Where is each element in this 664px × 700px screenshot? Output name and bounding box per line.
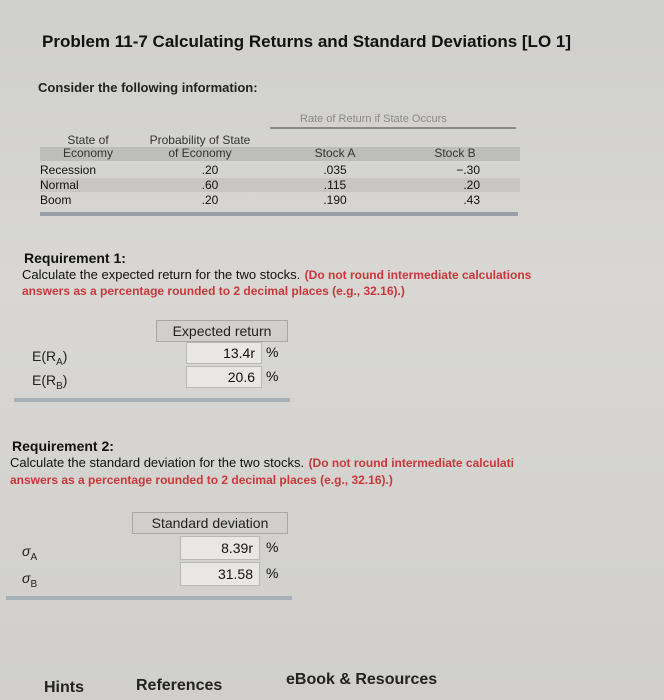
rate-of-return-header: Rate of Return if State Occurs: [300, 113, 447, 125]
label-e-rb: [32, 372, 67, 392]
req1-instruction: [22, 266, 664, 284]
req2-red-note: (Do not round intermediate calculati: [308, 456, 514, 470]
sigma-b-text: σ: [22, 570, 31, 586]
row-recession-b: −.30: [456, 163, 480, 177]
req2-divider: [6, 596, 292, 600]
references-tab[interactable]: References: [136, 677, 223, 694]
sigma-a-text: σ: [22, 543, 31, 559]
std-dev-a-input[interactable]: 8.39r: [180, 536, 260, 560]
returns-table: [0, 0, 664, 230]
req1-text: Calculate the expected return for the two stocks.: [22, 267, 301, 282]
req2-red-note-2: answers as a percentage rounded to 2 decimal places (e.g., 32.16).): [10, 473, 393, 487]
row-recession-prob: .20: [201, 163, 219, 177]
label-sigma-b: [22, 570, 37, 590]
col-state-line2: Economy: [62, 146, 114, 160]
req1-heading: Requirement 1:: [24, 250, 126, 266]
col-prob-line1: Probability of State: [149, 133, 251, 147]
pct-b: %: [266, 368, 279, 384]
pct-sd-a: %: [266, 539, 279, 555]
row-normal-state: Normal: [40, 178, 79, 192]
req1-divider: [14, 398, 290, 402]
row-normal-prob: .60: [201, 178, 219, 192]
sigma-a-sub: A: [30, 551, 38, 563]
req2-text: Calculate the standard deviation for the two stocks.: [10, 455, 305, 470]
col-prob-header: [135, 134, 265, 160]
row-normal-b: .20: [463, 178, 480, 192]
pct-a: %: [266, 344, 279, 360]
col-state-line1: State of: [67, 133, 109, 147]
expected-return-a-input[interactable]: 13.4r: [186, 342, 262, 364]
row-boom-prob: .20: [201, 193, 219, 207]
col-stock-a-header: Stock A: [314, 146, 356, 160]
req2-heading: Requirement 2:: [12, 438, 114, 454]
hints-tab[interactable]: Hints: [44, 679, 84, 696]
col-state-header: [48, 134, 128, 160]
col-stock-b-header: Stock B: [434, 146, 476, 160]
std-dev-b-input[interactable]: 31.58: [180, 562, 260, 586]
req1-red-note: (Do not round intermediate calculations: [304, 268, 532, 282]
problem-title: Problem 11-7 Calculating Returns and Standard Deviations [LO 1]: [42, 32, 572, 51]
col-prob-line2: of Economy: [168, 146, 232, 160]
req1-red-note-2: answers as a percentage rounded to 2 decimal places (e.g., 32.16).): [22, 284, 405, 298]
table-bottom-rule: [40, 212, 518, 216]
expected-return-header: Expected return: [156, 320, 288, 342]
expected-return-b-input[interactable]: 20.6: [186, 366, 262, 388]
row-boom-state: Boom: [40, 193, 72, 207]
e-ra-sub: A: [56, 356, 63, 368]
e-rb-sub: B: [56, 380, 63, 392]
row-recession-state: Recession: [40, 163, 97, 177]
row-normal-a: .115: [323, 178, 347, 192]
req2-instruction: [10, 454, 664, 472]
info-subtitle: Consider the following information:: [38, 80, 258, 95]
std-dev-header: Standard deviation: [132, 512, 288, 534]
e-ra-close: ): [62, 348, 68, 364]
label-e-ra: [32, 348, 67, 368]
e-ra-text: E(R: [32, 348, 57, 364]
row-recession-a: .035: [323, 163, 347, 177]
row-boom-a: .190: [323, 193, 347, 207]
pct-sd-b: %: [266, 565, 279, 581]
ebook-resources-tab[interactable]: eBook & Resources: [286, 671, 438, 688]
e-rb-close: ): [62, 372, 68, 388]
header-rule: [270, 127, 516, 129]
row-boom-b: .43: [463, 193, 480, 207]
sigma-b-sub: B: [30, 578, 38, 590]
e-rb-text: E(R: [32, 372, 57, 388]
label-sigma-a: [22, 543, 37, 563]
